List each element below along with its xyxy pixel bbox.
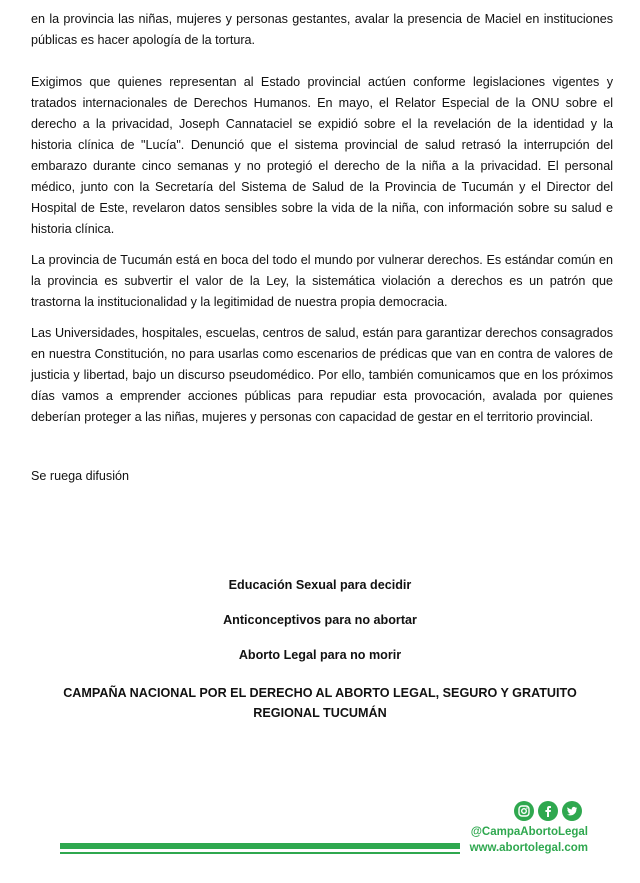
campaign-name: CAMPAÑA NACIONAL POR EL DERECHO AL ABORTO LEGAL, SEGURO Y GRATUITO [63,686,577,700]
slogan-contraception: Anticonceptivos para no abortar [223,613,417,627]
footer-divider-thin [60,852,460,854]
instagram-icon[interactable] [514,801,534,821]
social-icons [514,801,582,821]
paragraph-2: Exigimos que quienes representan al Estado provincial actúen conforme legislaciones vigentes y tratados internacionales de Derechos Humanos. En mayo, el Relator Especial de la ONU sobre el derecho a la privacidad, Joseph Cannataciel se expidió sobre el la revelación de la identidad y la historia clínica de "Lucía". Denunció que el sistema provincial de salud retrasó la interrupción del embarazo durante cinco semanas y no protegió el derecho de la niña a la privacidad. El personal médico, junto con la Secretaría del Sistema de Salud de la Provincia de Tucumán y el Director del Hospital de Este, revelaron datos sensibles sobre la vida de la niña, con información sobre su salud e historia clínica. [31,75,613,236]
paragraph-4: Las Universidades, hospitales, escuelas, centros de salud, están para garantizar derechos consagrados en nuestra Constitución, no para usarlas como escenarios de prédicas que van en contra de valores de justicia y libertad, bajo un discurso pseudomédico. Por ello, también comunicamos que en los próximos días vamos a emprender acciones públicas para repudiar esta provocación, avalada por quienes deberían proteger a las niñas, mujeres y personas con capacidad de gestar en el territorio provincial. [31,326,613,424]
slogan-legal-abortion: Aborto Legal para no morir [238,648,402,662]
footer-divider [60,843,460,849]
campaign-signature [40,683,600,723]
paragraph-3: La provincia de Tucumán está en boca del todo el mundo por vulnerar derechos. Es estándar común en la provincia es subvertir el valor de la Ley, la sistemática violación a derechos es un patrón que trastorna la institucionalidad y la legitimidad de nuestra propia democracia. [31,253,613,309]
campaign-region: REGIONAL TUCUMÁN [253,706,387,720]
facebook-icon[interactable] [538,801,558,821]
paragraph-1: en la provincia las niñas, mujeres y personas gestantes, avalar la presencia de Maciel en instituciones públicas es hacer apología de la tortura. [31,12,613,47]
website-link[interactable]: www.abortolegal.com [469,842,588,854]
closing-note: Se ruega difusión [31,469,130,483]
social-handle[interactable]: @CampaAbortoLegal [470,826,588,838]
twitter-icon[interactable] [562,801,582,821]
slogan-education: Educación Sexual para decidir [228,578,412,592]
